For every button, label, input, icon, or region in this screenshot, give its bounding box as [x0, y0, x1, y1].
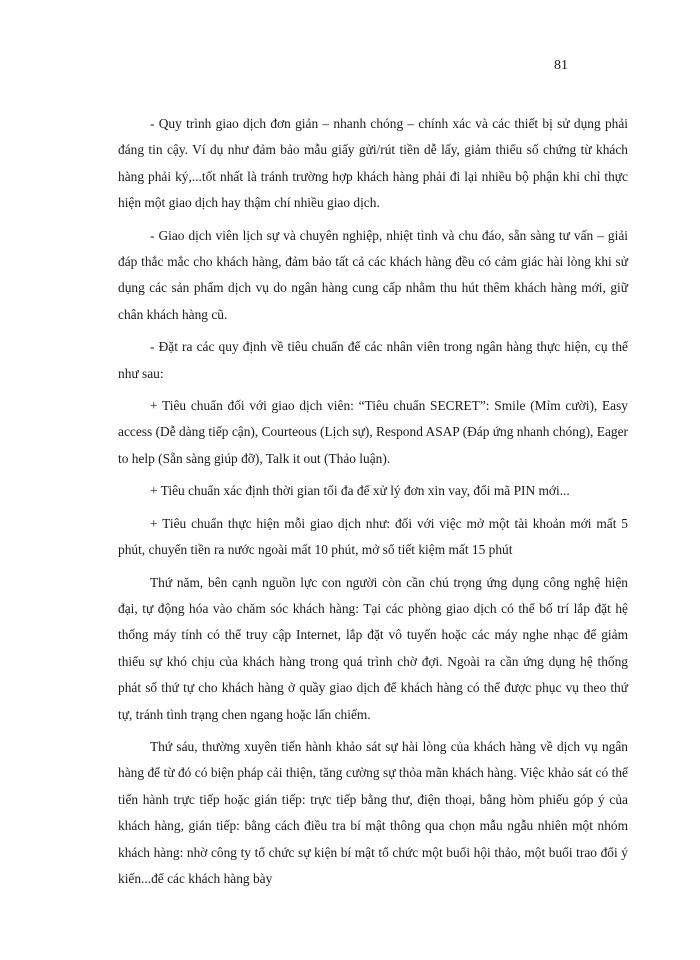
document-body	[118, 111, 628, 892]
page-number: 81	[554, 58, 568, 73]
paragraph-teller-service: - Giao dịch viên lịch sự và chuyên nghiệp, nhiệt tình và chu đáo, sẵn sàng tư vấn – giải đáp thắc mắc cho khách hàng, đảm bảo tất cả các khách hàng đều có cảm giác hài lòng khi sử dụng các sản phẩm dịch vụ do ngân hàng cung cấp nhằm thu hút thêm khách hàng mới, giữ chân khách hàng cũ.	[118, 227, 628, 322]
paragraph-secret-standard: + Tiêu chuẩn đối với giao dịch viên: “Tiêu chuẩn SECRET”: Smile (Mỉm cười), Easy access (Dễ dàng tiếp cận), Courteous (Lịch sự), Respond ASAP (Đáp ứng nhanh chóng), Eager to help (Sẵn sàng giúp đỡ), Talk it out (Thảo luận).	[118, 398, 628, 466]
paragraph-standards-intro: - Đặt ra các quy định về tiêu chuẩn để các nhân viên trong ngân hàng thực hiện, cụ thể như sau:	[118, 339, 628, 381]
paragraph-transaction-process: - Quy trình giao dịch đơn giản – nhanh chóng – chính xác và các thiết bị sử dụng phải đáng tin cậy. Ví dụ như đảm bảo mẫu giấy gửi/rút tiền dễ lấy, giảm thiểu số chứng từ khách hàng phải ký,...tốt nhất là tránh trường hợp khách hàng phải đi lại nhiều bộ phận khi chỉ thực hiện một giao dịch hay thậm chí nhiều giao dịch.	[118, 116, 628, 211]
paragraph-time-standard: + Tiêu chuẩn xác định thời gian tối đa để xử lý đơn xin vay, đổi mã PIN mới...	[150, 483, 570, 499]
paragraph-transaction-standard: + Tiêu chuẩn thực hiện mỗi giao dịch như: đối với việc mở một tài khoản mới mất 5 phút, chuyển tiền ra nước ngoài mất 10 phút, mở sổ tiết kiệm mất 15 phút	[118, 515, 628, 558]
paragraph-fifth-technology: Thứ năm, bên cạnh nguồn lực con người còn cần chú trọng ứng dụng công nghệ hiện đại, tự động hóa vào chăm sóc khách hàng: Tại các phòng giao dịch có thể bố trí lắp đặt hệ thống máy tính có thể truy cập Internet, lắp đặt vô tuyến hoặc các máy nghe nhạc để giảm thiểu sự khó chịu của khách hàng trong quá trình chờ đợi. Ngoài ra cần ứng dụng hệ thống phát số thứ tự cho khách hàng ở quầy giao dịch để khách hàng có thể được phục vụ theo thứ tự, tránh tình trạng chen ngang hoặc lấn chiếm.	[118, 574, 628, 722]
paragraph-sixth-survey: Thứ sáu, thường xuyên tiến hành khảo sát sự hài lòng của khách hàng về dịch vụ ngân hàng để từ đó có biện pháp cải thiện, tăng cường sự thỏa mãn khách hàng. Việc khảo sát có thể tiến hành trực tiếp hoặc gián tiếp: trực tiếp bằng thư, điện thoại, bằng hòm phiếu góp ý của khách hàng, gián tiếp: bằng cách điều tra bí mật thông qua chọn mẫu ngẫu nhiên một nhóm khách hàng: nhờ công ty tổ chức sự kiện bí mật tổ chức một buổi hội thảo, một buổi trao đổi ý kiến...để các khách hàng bày	[118, 738, 628, 886]
